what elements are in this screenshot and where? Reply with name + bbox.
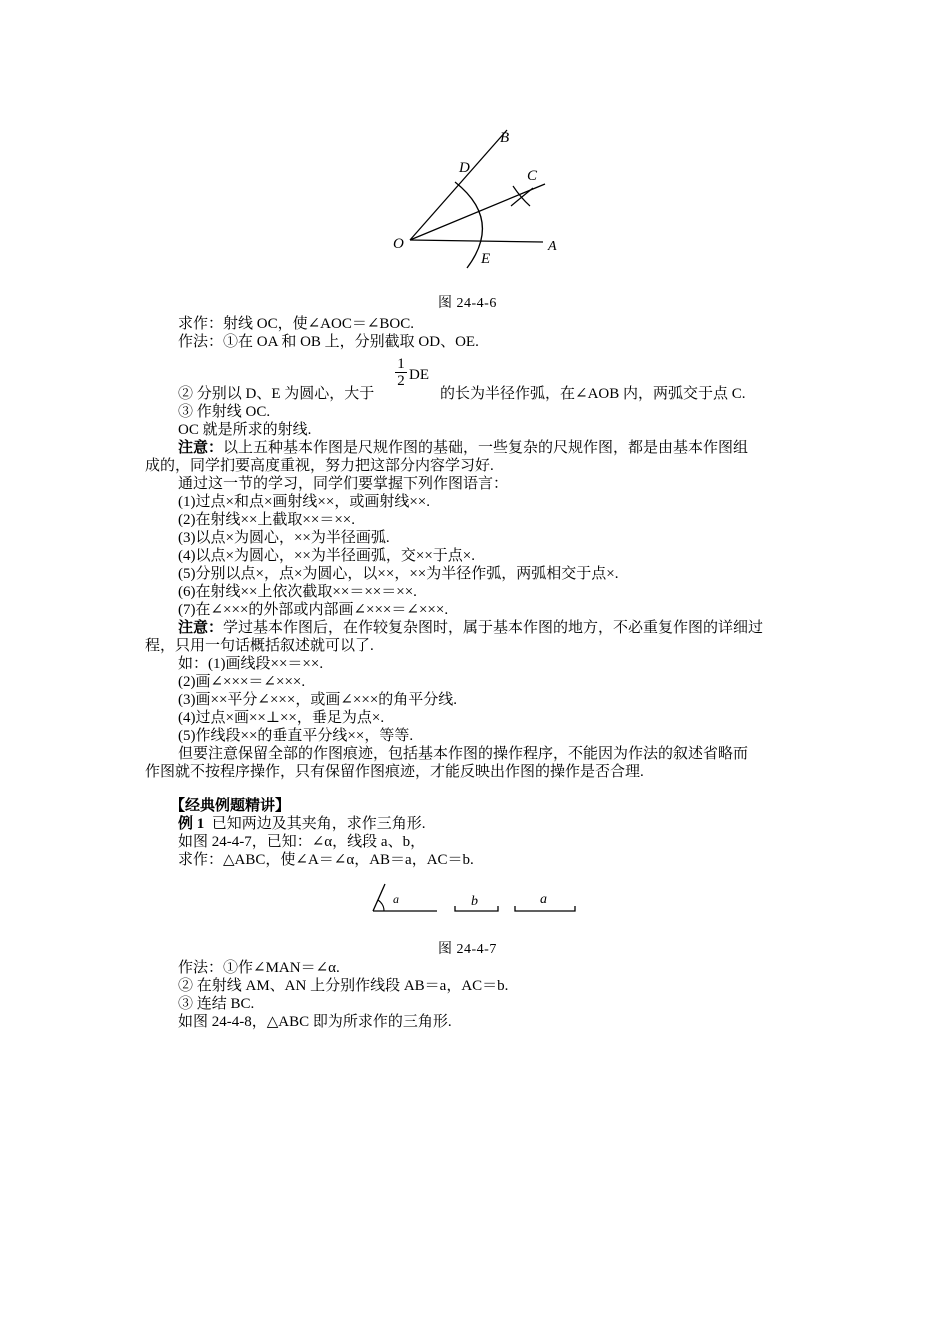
label-a2: a [540,892,547,907]
lang-item-3: (3)以点×为圆心，××为半径画弧. [178,530,390,546]
example-line-1: 如：(1)画线段××＝××. [178,656,324,672]
lang-item-2: (2)在射线××上截取××＝××. [178,512,355,528]
lang-item-5: (5)分别以点×，点×为圆心，以××，××为半径作弧，两弧相交于点×. [178,566,619,582]
label-e: E [481,251,491,267]
figure-caption-1: 图 24-4-6 [438,296,497,311]
lang-intro: 通过这一节的学习，同学们要掌握下列作图语言： [178,476,509,492]
step-2: ② 在射线 AM、AN 上分别作线段 AB＝a，AC＝b. [178,978,509,994]
lang-item-1: (1)过点×和点×画射线××，或画射线××. [178,494,430,510]
para1-line2: 作法：①在 OA 和 OB 上，分别截取 OD、OE. [178,334,479,350]
fraction-half [395,356,407,389]
remark-line1: 但要注意保留全部的作图痕迹，包括基本作图的操作程序，不能因为作法的叙述省略而 [178,746,749,762]
fraction-denominator: 2 [395,372,407,389]
label-o: O [393,236,404,252]
example1-label: 例 1 [178,816,205,832]
para1-line5: OC 就是所求的射线. [178,422,312,438]
example-line-4: (4)过点×画××⊥××，垂足为点×. [178,710,385,726]
fraction-numerator: 1 [397,356,405,372]
note1-line1 [178,439,748,457]
section-title: 【经典例题精讲】 [170,798,291,814]
label-a: A [548,239,557,254]
example1-find: 求作：△ABC，使∠A＝∠α，AB＝a，AC＝b. [178,852,474,868]
para1-line3b: 的长为半径作弧，在∠AOB 内，两弧交于点 C. [440,386,746,402]
note1-text1: 以上五种基本作图是尺规作图的基础，一些复杂的尺规作图，都是由基本作图组 [223,440,749,456]
step-3: ③ 连结 BC. [178,996,255,1012]
note2-line2: 程，只用一句话概括叙述就可以了. [145,638,374,654]
label-alpha: a [393,892,399,906]
lang-item-6: (6)在射线××上依次截取××＝××＝××. [178,584,417,600]
figure-24-4-6 [385,120,575,280]
note2-line1 [178,619,763,637]
lang-item-7: (7)在∠×××的外部或内部画∠×××＝∠×××. [178,602,449,618]
para1-line3a: ② 分别以 D、E 为圆心，大于 [178,386,375,402]
example-line-3: (3)画××平分∠×××，或画∠×××的角平分线. [178,692,458,708]
note1-line2: 成的，同学扪要高度重视，努力把这部分内容学习好. [145,458,494,474]
para1-line1: 求作：射线 OC，使∠AOC＝∠BOC. [178,316,414,332]
ray-oc [410,184,545,240]
ray-oa [410,240,543,242]
example1-title [178,815,426,833]
figure-caption-2: 图 24-4-7 [438,942,497,957]
angle-alpha-arc [378,900,384,911]
remark-line2: 作图就不按程序操作，只有保留作图痕迹，才能反映出作图的操作是否合理. [145,764,644,780]
label-c: C [527,168,538,184]
note2-text1: 学过基本作图后，在作较复杂图时，属于基本作图的地方，不必重复作图的详细过 [223,620,764,636]
note2-label: 注意： [178,620,224,636]
para1-line4: ③ 作射线 OC. [178,404,271,420]
example1-given: 如图 24-4-7，已知：∠α，线段 a、b， [178,834,426,850]
label-d: D [459,160,470,176]
fraction-suffix: DE [409,367,429,383]
label-b: B [500,130,510,146]
note1-label: 注意： [178,440,224,456]
arc-de [455,182,482,268]
example1-text: 已知两边及其夹角，求作三角形. [211,816,426,832]
step-4: 如图 24-4-8，△ABC 即为所求作的三角形. [178,1014,452,1030]
figure-24-4-7 [365,878,585,918]
label-b2: b [471,894,478,909]
step-1: 作法：①作∠MAN＝∠α. [178,960,340,976]
lang-item-4: (4)以点×为圆心，××为半径画弧，交××于点×. [178,548,475,564]
example-line-2: (2)画∠×××＝∠×××. [178,674,306,690]
example-line-5: (5)作线段××的垂直平分线××，等等. [178,728,414,744]
